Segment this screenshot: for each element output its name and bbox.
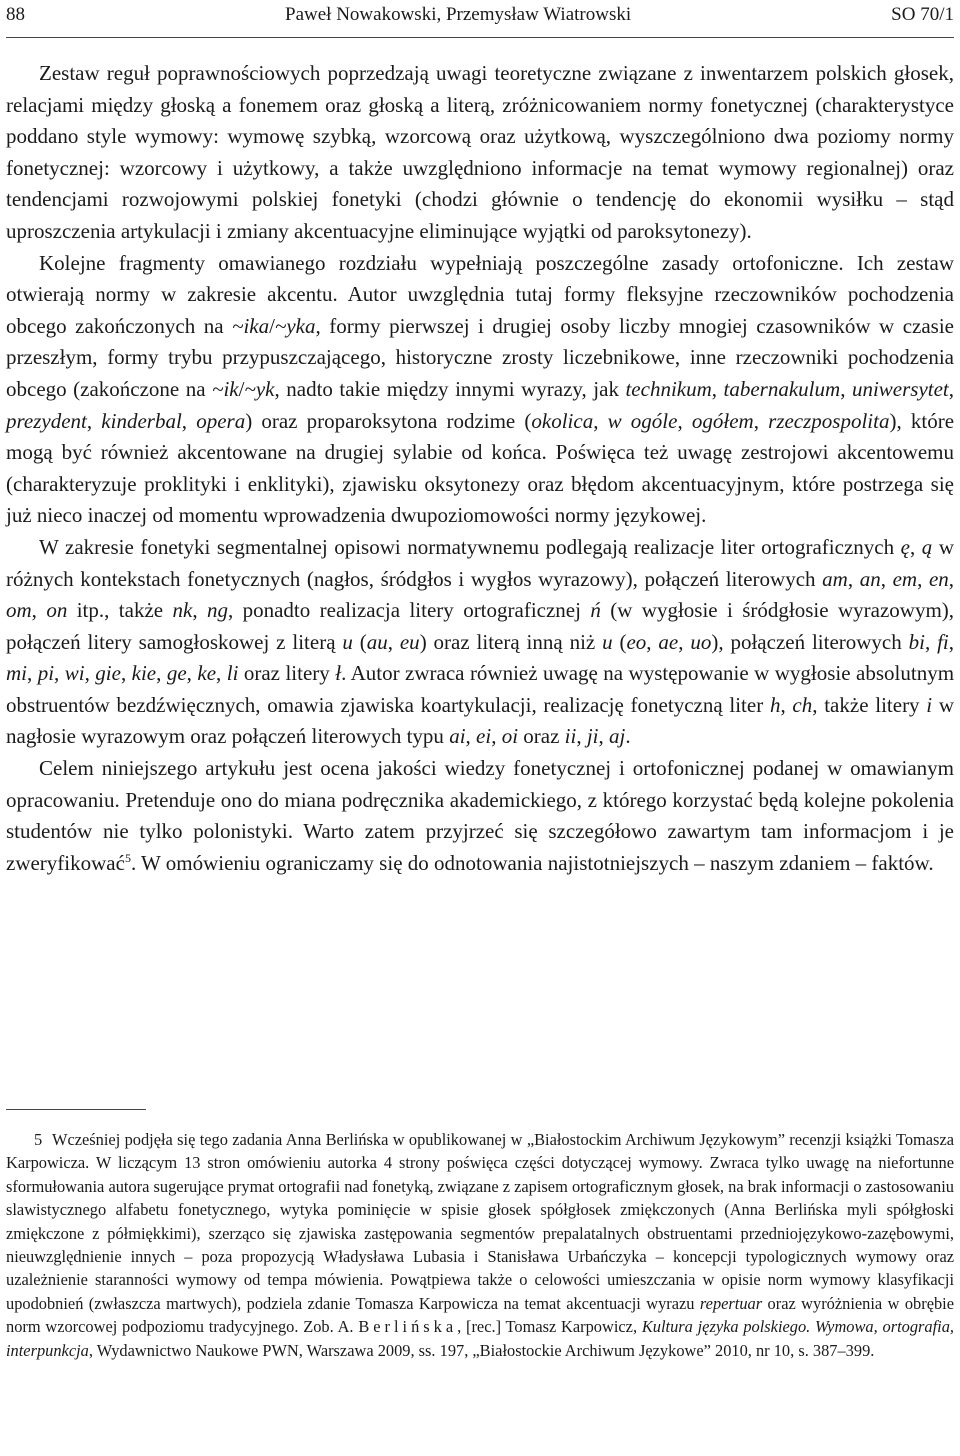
italic-term: uo [690,629,712,654]
italic-term: ~ik [212,376,239,401]
footnote-number: 5 [34,1130,43,1149]
article-authors: Paweł Nowakowski, Przemysław Wiatrowski [285,4,632,25]
italic-term: kie [131,661,157,686]
italic-term: fi [937,629,949,654]
text-run: ), które mogą być również akcentowane na drugiej sylabie od końca. Poświęca też uwagę zestrojowi akcentowemu (charakteryzuje proklityki i enklityki), zjawisku oksytonezy oraz błędom akcentuacyjnym, które postrzega się już nieco inaczej od momentu wprowadzenia dwupoziomowości normy językowej. [6,408,955,528]
paragraph-4 [6,753,954,879]
text-run: , [84,661,96,686]
book-title: Kultura języka polskiego. Wymowa, ortografia, interpunkcja [6,1317,954,1360]
text-run: ) oraz literą inną niż [419,629,603,654]
text-run: , [924,629,938,654]
text-run: , [948,376,955,401]
text-run: , [948,629,955,654]
italic-term: eu [399,629,420,654]
italic-term: gie [95,661,121,686]
italic-term: kinderbal [101,408,182,433]
text-run: . Autor zwraca również uwagę na występowanie w wygłosie absolutnym obstruentów bezdźwięcznych, omawia zjawiska koartykulacji, realizację fonetyczną liter [6,661,955,717]
text-run: , [54,661,65,686]
text-run: Wcześniej podjęła się tego zadania Anna Berlińska w opublikowanej w „Białostockim Archiwum Językowym” recenzji książki Tomasza Karpowicza. W liczącym 13 stron omówieniu autorka 4 strony poświęca części dotyczącej wymowy. Zwraca tylko uwagę na niefortunne sformułowania autora sugerujące prymat ortografii nad fonetyką, związane z zapisem ortograficznym głosek, na brak informacji o zastosowaniu slawistycznego alfabetu fonetycznego, wytyka pominięcie w spisie głosek spółgłosek zmiękczonych (Anna Berlińska myli spółgłoski zmiękczone z półmiękkimi), szerząco się zjawiska zastępowania segmentów prepalatalnych obstruentami przedniojęzykowo-zazębowymi, nieuwzględnienie innych – poza propozycją Władysława Lubasia i Stanisława Urbańczyka – koncepcji typologicznych wymowy oraz uzależnienie staranności wymowy od tempa mówienia. Powątpiewa także o celowości umieszczania w opisie norm wymowy klasyfikacji upodobnień (zwłaszcza martwych), podziela zdanie Tomasza Karpowicza na temat akcentuacji wyrazu [6,1130,954,1313]
text-run: , [948,566,955,591]
italic-term: oi [501,724,519,749]
italic-term: ng [206,598,228,623]
italic-term: on [46,598,68,623]
italic-term: tabernakulum [723,376,841,401]
text-run: , [181,408,197,433]
text-run: oraz litery [238,661,336,686]
cited-author: Berlińska [358,1317,458,1337]
paragraph-1: Zestaw reguł poprawnościowych poprzedzają uwagi teoretyczne związane z inwentarzem polskich głosek, relacjami między głoską a fonemem oraz głoską a literą, zróżnicowaniem normy fonetycznej (charakterystyce poddano style wymowy: wymowę szybką, wzorcową oraz użytkową, wyszczególniono dwa poziomy normy fonetycznej: wzorcowy i użytkowy, a także uwzględniono informacje na temat wymowy regionalnej) oraz tendencjami rozwojowymi polskiej fonetyki (chodzi głównie o tendencję do ekonomii wysiłku – stąd uproszczenia artykulacji i zmiany akcentuacyjne eliminujące wyjątki od paroksytonezy). [6,61,954,243]
footnote-ref[interactable]: 5 [124,850,131,865]
italic-term: technikum [625,376,712,401]
italic-term: ge [166,661,187,686]
italic-term: ch [792,692,813,717]
footnote-text [6,1128,954,1362]
text-run: , [880,566,893,591]
text-run: , formy pierwszej i drugiej osoby liczby mnogiej czasowników w czasie przeszłym, formy trybu przypuszczającego, historyczne zrosty liczebnikowe, inne rzeczowniki pochodzenia obcego (zakończone na [6,313,954,401]
italic-term: ei [476,724,492,749]
text-run: , [rec.] Tomasz Karpowicz, [457,1317,642,1337]
text-run: , [780,692,793,717]
text-run: ( [612,629,627,654]
italic-term: ogółem [691,408,754,433]
text-run: / [269,313,275,338]
text-run: , także litery [812,692,927,717]
text-run: , [387,629,400,654]
text-run: w nagłosie wyrazowym oraz połączeń literowych typu [6,692,955,749]
italic-term: an [859,566,881,591]
italic-term: mi [6,661,27,686]
italic-term: w ogóle [607,408,678,433]
italic-term: am [822,566,848,591]
text-run: , nadto takie między innymi wyrazy, jak [274,376,626,401]
text-run: , [86,408,102,433]
text-run: , [27,661,38,686]
text-run: , [917,566,929,591]
text-run: , [31,598,47,623]
text-run: , [186,661,198,686]
text-run: oraz wyróżnienia w obrębie norm wzorcowej podpoziomu tradycyjnego. Zob. A. [6,1293,955,1337]
text-run: , [156,661,167,686]
italic-term: ae [658,629,679,654]
text-run: , [576,724,587,749]
text-run: , [120,661,132,686]
text-run: . W omówieniu ograniczamy się do odnotowania najistotniejszych – naszym zdaniem – faktów. [130,850,934,875]
italic-term: bi [908,629,925,654]
italic-term: aj [609,724,626,749]
italic-term: u [342,629,353,654]
italic-term: okolica [531,408,594,433]
italic-term: om [6,598,32,623]
text-run: ) oraz proparoksytona rodzime ( [245,408,532,433]
italic-term: em [892,566,918,591]
text-run: , [711,376,724,401]
italic-term: ą [921,534,933,559]
italic-term: ji [586,724,599,749]
text-run: , [192,598,207,623]
paragraph-3 [6,532,954,753]
italic-term: li [226,661,239,686]
text-run: , [753,408,769,433]
italic-term: opera [196,408,246,433]
page-number: 88 [6,4,25,25]
italic-term: pi [37,661,55,686]
text-run: , [598,724,610,749]
text-run: , [646,629,659,654]
text-run: , [840,376,852,401]
italic-term: u [602,629,613,654]
italic-term: ł [335,661,342,686]
text-run: / [238,376,245,401]
italic-term: ń [590,598,601,623]
italic-term: eo [626,629,647,654]
italic-term: rzeczpospolita [768,408,890,433]
text-run: , [909,534,922,559]
text-run: , [465,724,477,749]
running-head [6,0,954,30]
italic-term: ai [449,724,466,749]
italic-term: i [926,692,933,717]
text-run: , [677,408,692,433]
text-run: , [593,408,608,433]
italic-term: ~yka [274,313,316,338]
text-run: , [491,724,502,749]
italic-term: ii [564,724,577,749]
italic-term: ~yk [244,376,275,401]
italic-term: repertuar [699,1293,763,1313]
header-rule [6,37,954,38]
main-text [6,58,954,879]
text-run: oraz [518,724,565,749]
italic-term: h [769,692,781,717]
italic-term: ke [197,661,217,686]
text-run: (w wygłosie i śródgłosie wyrazowym), połączeń litery samogłoskowej z literą [6,598,955,654]
footnote-rule [6,1109,146,1110]
italic-term: prezydent [6,408,87,433]
italic-term: ę [900,534,910,559]
text-run: , [678,629,691,654]
footnote [6,1128,954,1362]
text-run: ( [352,629,367,654]
text-run: Kolejne fragmenty omawianego rozdziału wypełniają poszczególne zasady ortofoniczne. Ich zestaw otwierają normy w zakresie akcentu. Autor uwzględnia tutaj formy fleksyjne rzeczowników pochodzenia obcego zakończonych na [6,250,954,338]
italic-term: en [928,566,949,591]
italic-term: nk [172,598,193,623]
text-run: Celem niniejszego artykułu jest ocena jakości wiedzy fonetycznej i ortofonicznej podanej w omawianym opracowaniu. Pretenduje ono do miana podręcznika akademickiego, z którego korzystać będą kolejne pokolenia studentów nie tylko polonistyki. Warto zatem przyjrzeć się szczegółowo zawartym tam informacjom i je zweryfikować [6,756,954,875]
text-run: w różnych kontekstach fonetycznych (nagłos, śródgłos i wygłos wyrazowy), połączeń literowych [6,534,954,591]
journal-issue: SO 70/1 [891,4,954,25]
text-run: itp., także [67,598,173,623]
text-run: W zakresie fonetyki segmentalnej opisowi normatywnemu podlegają realizacje liter ortograficznych [39,534,901,559]
text-run: , [216,661,227,686]
text-run: , ponadto realizacja litery ortograficznej [227,598,591,623]
text-run: , Wydawnictwo Naukowe PWN, Warszawa 2009, ss. 197, „Białostockie Archiwum Językowe” 2010, nr 10, s. 387–399. [88,1340,875,1360]
text-run: , [847,566,860,591]
italic-term: uniwersytet [851,376,949,401]
text-run: . [625,724,631,749]
italic-term: au [366,629,388,654]
italic-term: wi [64,661,85,686]
paragraph-2 [6,248,954,532]
italic-term: ~ika [232,313,270,338]
text-run: ), połączeń literowych [711,629,909,654]
